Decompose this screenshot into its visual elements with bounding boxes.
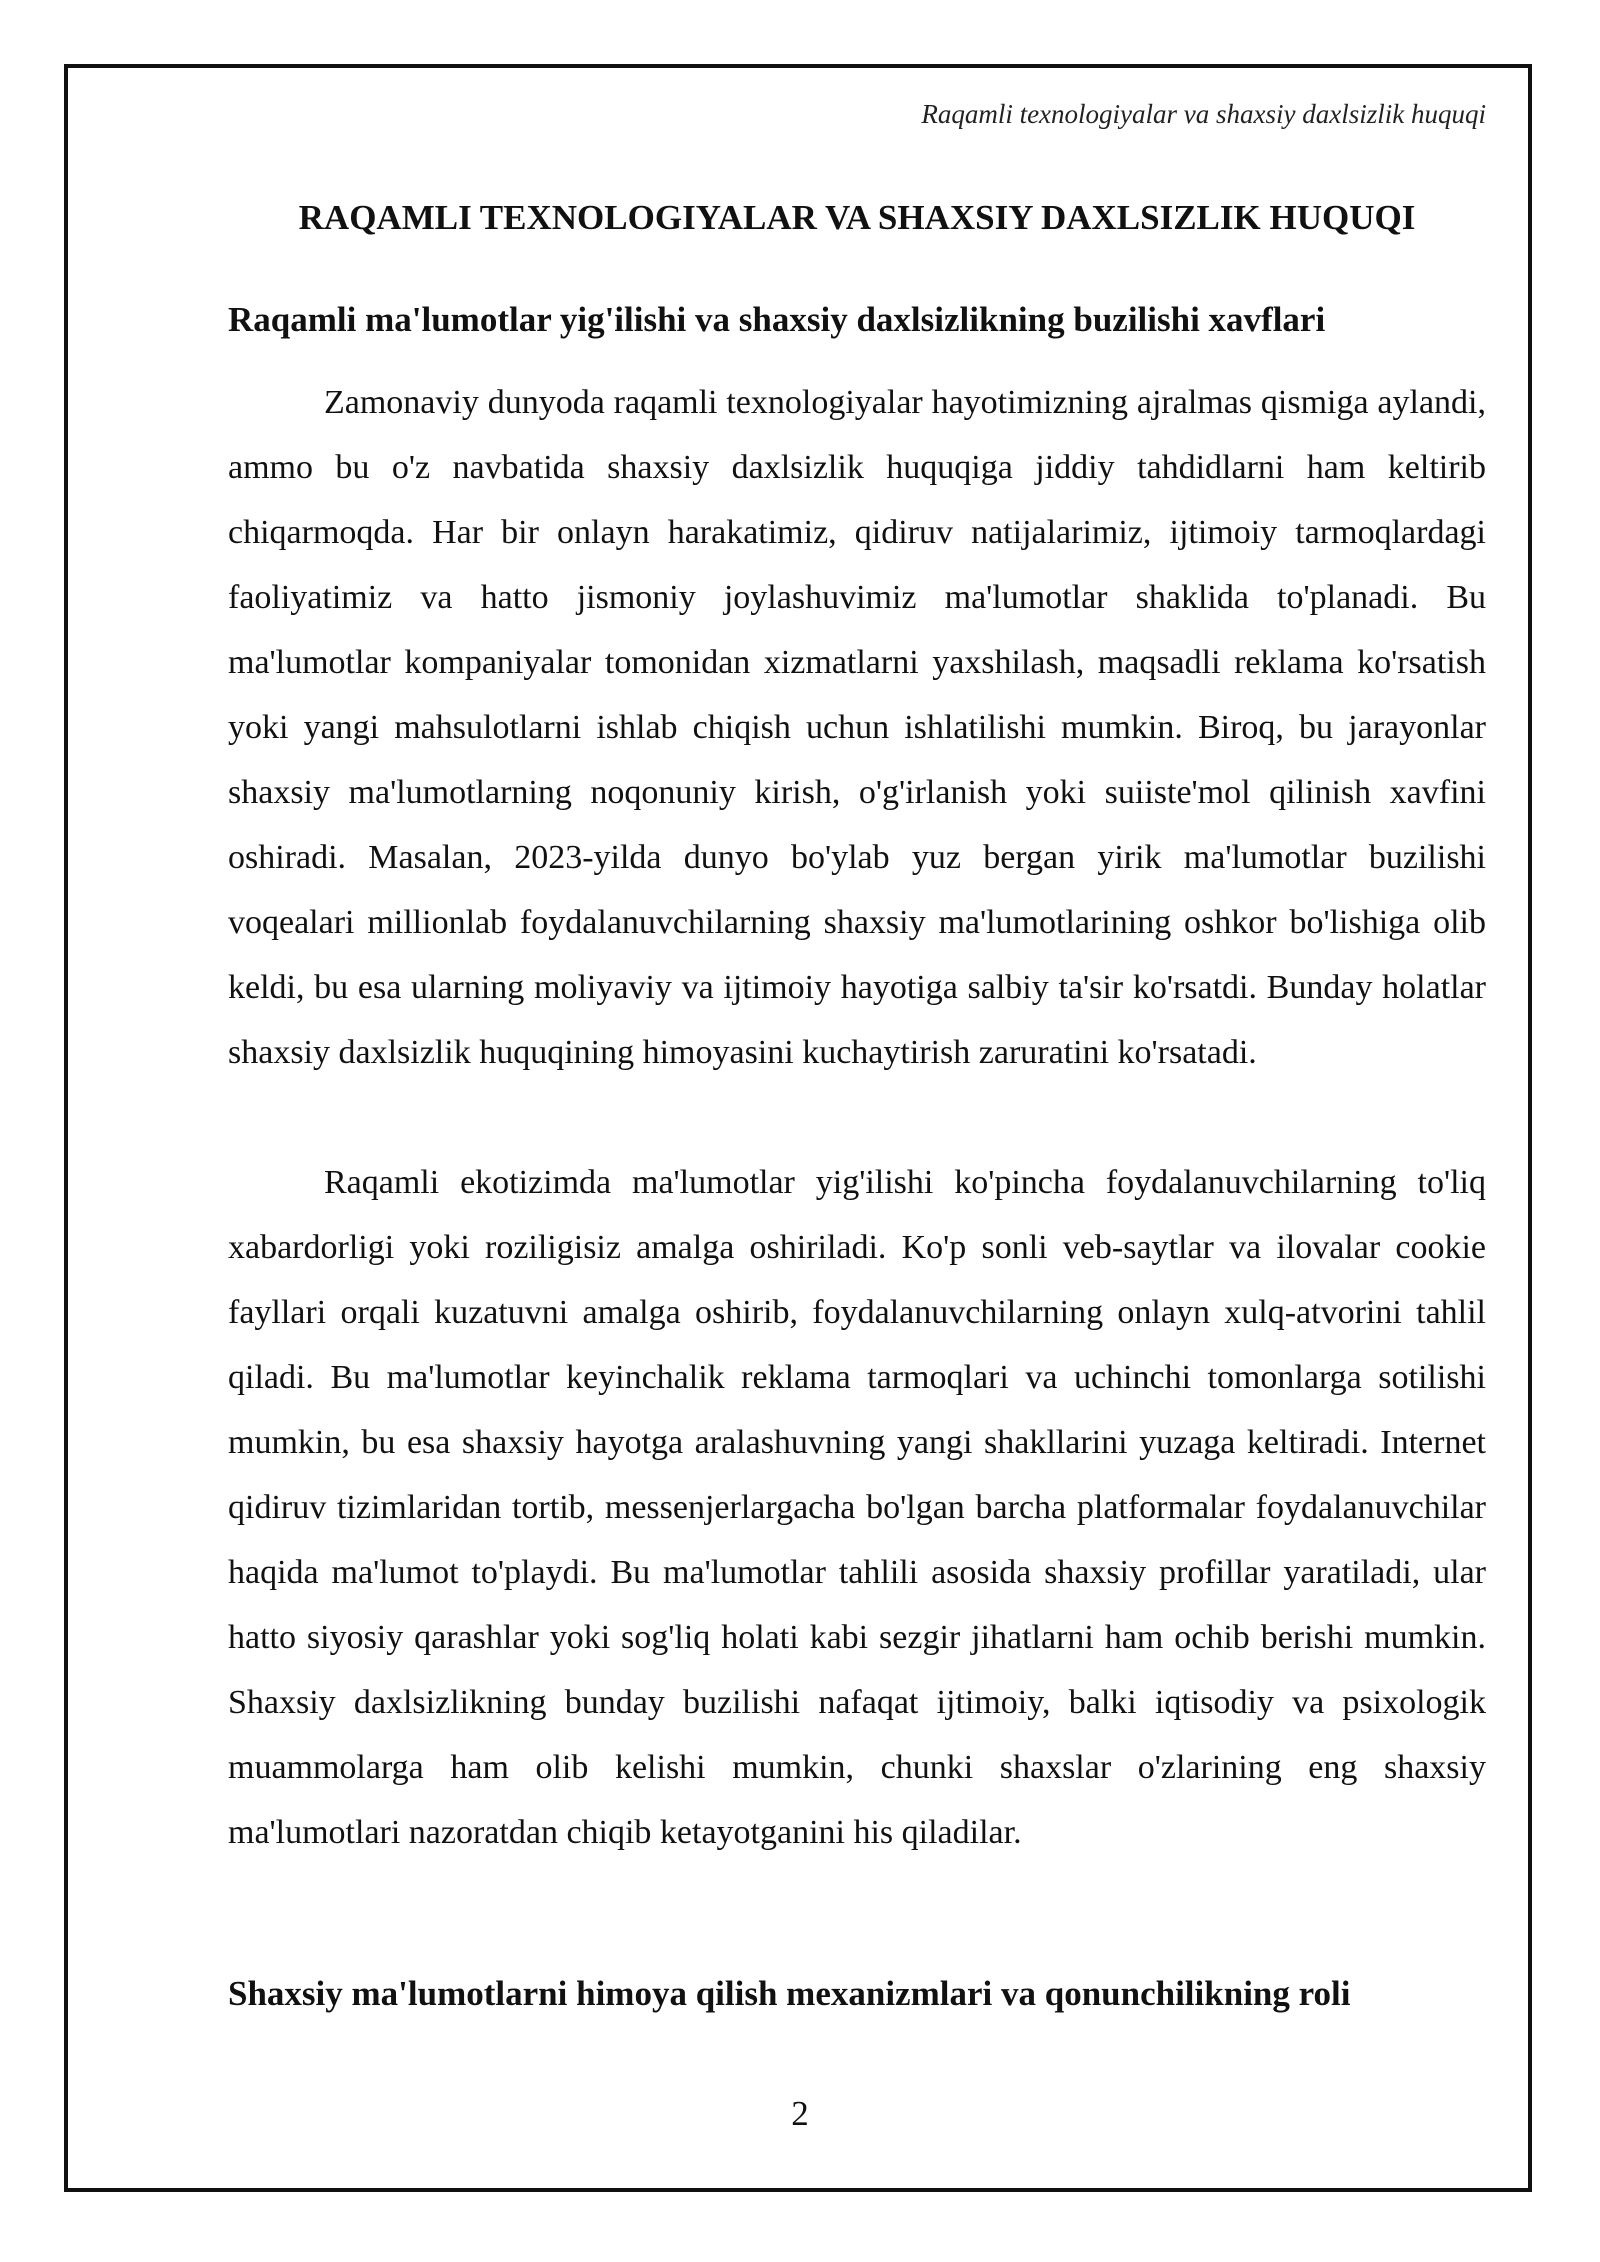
body-paragraph: Raqamli ekotizimda ma'lumotlar yig'ilishi ko'pincha foydalanuvchilarning to'liq xabardorligi yoki roziligisiz amalga oshiriladi. Ko'p sonli veb-saytlar va ilovalar cookie fayllari orqali kuzatuvni amalga oshirib, foydalanuvchilarning onlayn xulq-atvorini tahlil qiladi. Bu ma'lumotlar keyinchalik reklama tarmoqlari va uchinchi tomonlarga sotilishi mumkin, bu esa shaxsiy hayotga aralashuvning yangi shakllarini yuzaga keltiradi. Internet qidiruv tizimlaridan tortib, messenjerlargacha bo'lgan barcha platformalar foydalanuvchilar haqida ma'lumot to'playdi. Bu ma'lumotlar tahlili asosida shaxsiy profillar yaratiladi, ular hatto siyosiy qarashlar yoki sog'liq holati kabi sezgir jihatlarni ham ochib berishi mumkin. Shaxsiy daxlsizlikning bunday buzilishi nafaqat ijtimoiy, balki iqtisodiy va psixologik muammolarga ham olib kelishi mumkin, chunki shaxslar o'zlarining eng shaxsiy ma'lumotlari nazoratdan chiqib ketayotganini his qiladilar. bbox=[228, 1164, 1486, 1851]
body-paragraph: Zamonaviy dunyoda raqamli texnologiyalar hayotimizning ajralmas qismiga aylandi, ammo bu o'z navbatida shaxsiy daxlsizlik huquqiga jiddiy tahdidlarni ham keltirib chiqarmoqda. Har bir onlayn harakatimiz, qidiruv natijalarimiz, ijtimoiy tarmoqlardagi faoliyatimiz va hatto jismoniy joylashuvimiz ma'lumotlar shaklida to'planadi. Bu ma'lumotlar kompaniyalar tomonidan xizmatlarni yaxshilash, maqsadli reklama ko'rsatish yoki yangi mahsulotlarni ishlab chiqish uchun ishlatilishi mumkin. Biroq, bu jarayonlar shaxsiy ma'lumotlarning noqonuniy kirish, o'g'irlanish yoki suiiste'mol qilinish xavfini oshiradi. Masalan, 2023-yilda dunyo bo'ylab yuz bergan yirik ma'lumotlar buzilishi voqealari millionlab foydalanuvchilarning shaxsiy ma'lumotlarining oshkor bo'lishiga olib keldi, bu esa ularning moliyaviy va ijtimoiy hayotiga salbiy ta'sir ko'rsatdi. Bunday holatlar shaxsiy daxlsizlik huquqining himoyasini kuchaytirish zaruratini ko'rsatadi. bbox=[228, 384, 1486, 1071]
section-heading: Shaxsiy ma'lumotlarni himoya qilish mexanizmlari va qonunchilikning roli bbox=[228, 1974, 1351, 2013]
running-header: Raqamli texnologiyalar va shaxsiy daxlsizlik huquqi bbox=[921, 99, 1486, 129]
section-heading: Raqamli ma'lumotlar yig'ilishi va shaxsiy daxlsizlikning buzilishi xavflari bbox=[228, 300, 1326, 339]
document-title: RAQAMLI TEXNOLOGIYALAR VA SHAXSIY DAXLSIZLIK HUQUQI bbox=[298, 198, 1416, 237]
page-number: 2 bbox=[791, 2094, 809, 2133]
